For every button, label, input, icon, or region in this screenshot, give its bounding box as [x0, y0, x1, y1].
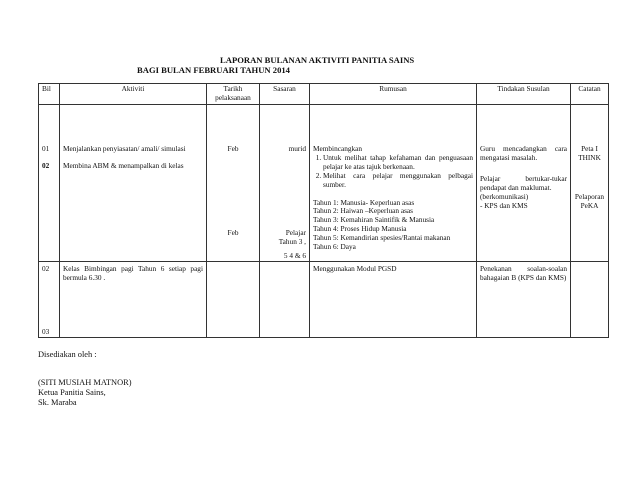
sasaran-cell: [260, 105, 310, 262]
bil-number: 02: [42, 263, 50, 273]
catatan-cell: [571, 105, 609, 262]
header-rumusan: Rumusan: [310, 84, 477, 105]
aktiviti-cell: Kelas Bimbingan pagi Tahun 6 setiap pagi bermula 6.30 .: [60, 261, 207, 337]
header-aktiviti: Aktiviti: [60, 84, 207, 105]
sasaran-text: Tahun 3 ,: [278, 236, 306, 246]
tahun-topic: Tahun 6: Daya: [313, 242, 356, 252]
table-header-row: [39, 84, 609, 105]
tindakan-text: Pelajar bertukar-tukar pendapat dan maklumat.: [480, 173, 567, 192]
list-item: 1. Untuk melihat tahap kefahaman dan penguasaan pelajar ke atas tajuk berkenaan.: [323, 154, 473, 172]
tahun-topic: Tahun 3: Kemahiran Saintifik & Manusia: [313, 215, 435, 225]
prepared-by-label: Disediakan oleh :: [38, 350, 97, 359]
tarikh-text: Feb: [227, 144, 239, 153]
bil-number: 03: [42, 326, 50, 336]
header-catatan: Catatan: [571, 84, 609, 105]
catatan-text: Peta I THINK: [578, 144, 601, 162]
report-title: LAPORAN BULANAN AKTIVITI PANITIA SAINS: [220, 55, 415, 65]
signature-block: [38, 378, 132, 408]
signatory-position: Ketua Panitia Sains,: [38, 388, 106, 397]
bil-number: 01: [42, 144, 50, 153]
tahun-topic: Tahun 1: Manusia- Keperluan asas: [313, 197, 415, 207]
sasaran-cell: [260, 261, 310, 337]
rumusan-cell: Menggunakan Modul PGSD: [310, 261, 477, 337]
signatory-name: (SITI MUSIAH MATNOR): [38, 378, 132, 387]
table-row: [39, 105, 609, 262]
bil-cell: [39, 105, 60, 262]
tarikh-cell: [207, 261, 260, 337]
sasaran-text: 5 4 & 6: [283, 250, 306, 260]
catatan-text: Pelaporan PeKA: [574, 191, 605, 210]
report-subtitle: BAGI BULAN FEBRUARI TAHUN 2014: [137, 65, 290, 75]
header-sasaran: Sasaran: [260, 84, 310, 105]
tindakan-cell: [477, 105, 571, 262]
tarikh-cell: [207, 105, 260, 262]
tahun-topic: Tahun 5: Kemandirian spesies/Rantai makanan: [313, 233, 451, 243]
rumusan-list: [313, 154, 473, 190]
aktiviti-cell: [60, 105, 207, 262]
table-row: [39, 261, 609, 337]
list-item: 2. Melihat cara pelajar menggunakan pelbagai sumber.: [323, 172, 473, 190]
bil-number: 02: [42, 160, 50, 170]
tahun-topic: Tahun 2: Haiwan –Keperluan asas: [313, 206, 413, 216]
header-tindakan: Tindakan Susulan: [477, 84, 571, 105]
rumusan-intro: Membincangkan: [313, 144, 363, 153]
bil-cell: [39, 261, 60, 337]
tindakan-text: - KPS dan KMS: [480, 200, 528, 210]
catatan-cell: [571, 261, 609, 337]
tindakan-text: (berkomunikasi): [480, 191, 529, 201]
sasaran-text: Pelajar: [285, 227, 306, 237]
tindakan-text: Guru mencadangkan cara mengatasi masalah.: [480, 144, 567, 162]
sasaran-text: murid: [288, 144, 306, 153]
activity-report-table: [38, 83, 609, 338]
tarikh-text: Feb: [227, 227, 239, 237]
tindakan-cell: Penekanan soalan-soalan bahagaian B (KPS dan KMS): [477, 261, 571, 337]
aktiviti-text: Menjalankan penyiasatan/ amali/ simulasi: [63, 144, 186, 153]
rumusan-cell: [310, 105, 477, 262]
header-bil: Bil: [39, 84, 60, 105]
header-tarikh: Tarikh pelaksanaan: [207, 84, 260, 105]
school-name: Sk. Maraba: [38, 398, 77, 407]
tahun-topic: Tahun 4: Proses Hidup Manusia: [313, 224, 407, 234]
aktiviti-text: Membina ABM & menampalkan di kelas: [63, 160, 184, 170]
